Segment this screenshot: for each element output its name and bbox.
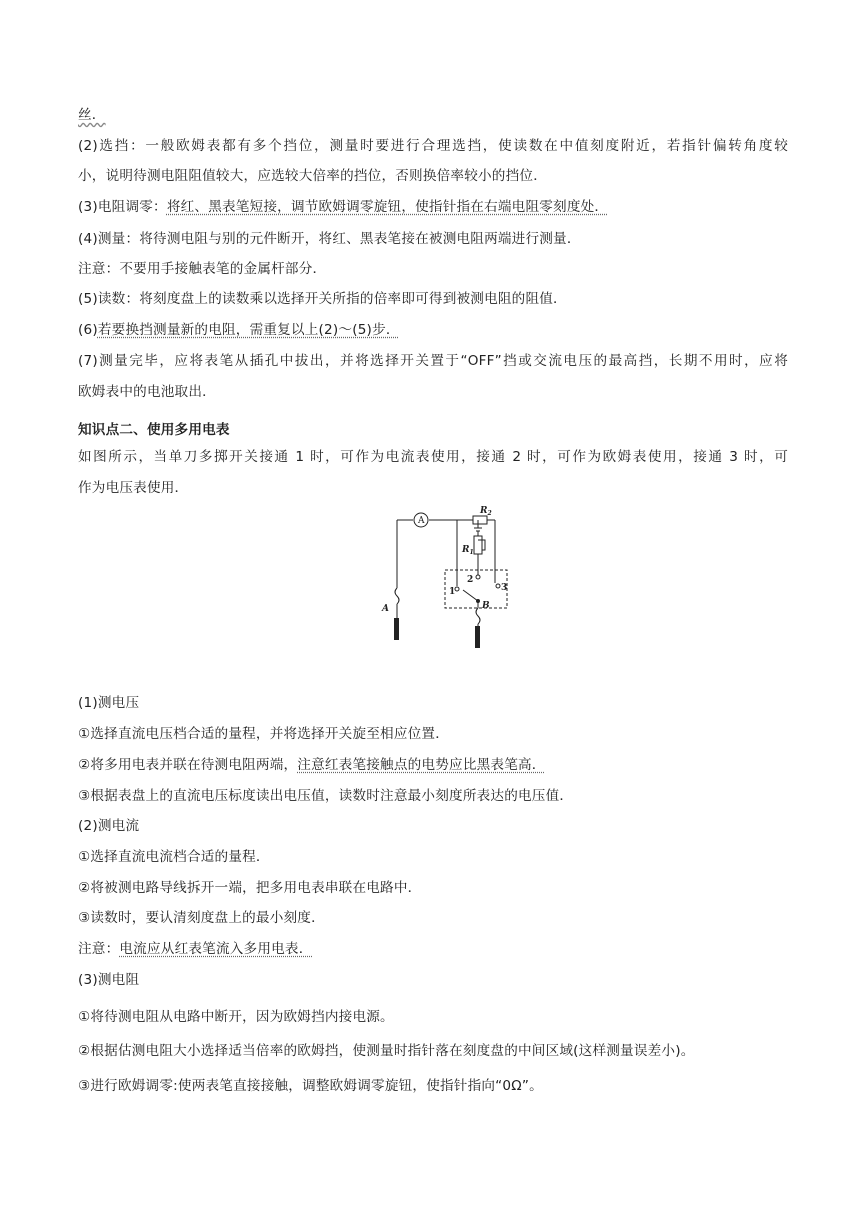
text-line: ①将待测电阻从电路中断开，因为欧姆挡内接电源。 <box>78 1009 394 1025</box>
text-line: ②将被测电路导线拆开一端，把多用电表串联在电路中． <box>78 880 422 896</box>
resistor-r1 <box>474 536 482 554</box>
terminal-1-label: 1 <box>449 587 456 597</box>
r2-subscript: 2 <box>487 510 492 517</box>
text-line: 作为电压表使用． <box>78 480 189 496</box>
text-line: 如图所示，当单刀多掷开关接通 1 时，可作为电流表使用，接通 2 时，可作为欧姆表使用，接通 3 时，可 <box>78 449 788 465</box>
underlined-fragment: 电流应从红表笔流入多用电表． <box>119 941 313 957</box>
section-heading: 知识点二、使用多用电表 <box>78 422 230 438</box>
probe-a <box>394 618 399 640</box>
text-line: 注意：不要用手接触表笔的金属杆部分． <box>78 261 327 277</box>
r2-letter: R <box>480 506 488 516</box>
subsection-title: (2)测电流 <box>78 818 140 834</box>
text-line <box>78 756 788 774</box>
text-line <box>78 940 788 958</box>
text-line: ③读数时，要认清刻度盘上的最小刻度． <box>78 910 325 926</box>
underlined-fragment: 若要换挡测量新的电阻，需重复以上(2)～(5)步． <box>97 322 400 338</box>
text-line: (5)读数：将刻度盘上的读数乘以选择开关所指的倍率即可得到被测电阻的阻值． <box>78 291 567 307</box>
probe-a-label: A <box>382 604 389 614</box>
terminal-3 <box>496 584 500 588</box>
text-fragment: (6) <box>78 322 98 338</box>
multimeter-circuit-diagram <box>365 500 515 650</box>
probe-b <box>475 626 480 648</box>
text-fragment: (3)电阻调零： <box>78 199 167 215</box>
text-line: 欧姆表中的电池取出． <box>78 384 216 400</box>
probe-b-label: B <box>482 601 490 611</box>
text-line: (7)测量完毕，应将表笔从插孔中拔出，并将选择开关置于“OFF”挡或交流电压的最高挡，长期不用时，应将 <box>78 353 788 369</box>
resistor-r2 <box>473 516 487 524</box>
text-fragment: ②将多用电表并联在待测电阻两端， <box>78 757 298 773</box>
terminal-1 <box>455 587 459 591</box>
text-line: ①选择直流电流档合适的量程． <box>78 849 270 865</box>
text-line: (4)测量：将待测电阻与别的元件断开，将红、黑表笔接在被测电阻两端进行测量． <box>78 231 581 247</box>
text-line <box>78 106 788 124</box>
text-line: ③进行欧姆调零:使两表笔直接接触，调整欧姆调零旋钮，使指针指向“0Ω”。 <box>78 1078 543 1094</box>
text-line: ①选择直流电压档合适的量程，并将选择开关旋至相应位置． <box>78 726 450 742</box>
switch-blade <box>463 590 478 601</box>
subsection-title: (1)测电压 <box>78 695 140 711</box>
ammeter-label: A <box>418 516 425 526</box>
r2-label <box>479 506 492 517</box>
r1-letter: R <box>462 545 470 555</box>
text-fragment: 注意： <box>78 941 120 957</box>
terminal-2 <box>476 575 480 579</box>
text-fragment: 丝． <box>78 107 106 123</box>
r1-subscript: 1 <box>469 549 474 556</box>
terminal-3-label: 3 <box>501 583 508 593</box>
r1-label <box>461 545 474 556</box>
text-line: ③根据表盘上的直流电压标度读出电压值，读数时注意最小刻度所表达的电压值． <box>78 788 574 804</box>
text-line: ②根据估测电阻大小选择适当倍率的欧姆挡，使测量时指针落在刻度盘的中间区域(这样测量误差小)。 <box>78 1043 695 1059</box>
wire <box>395 588 399 604</box>
text-line <box>78 198 788 216</box>
underlined-fragment: 将红、黑表笔短接，调节欧姆调零旋钮，使指针指在右端电阻零刻度处． <box>166 199 609 215</box>
subsection-title: (3)测电阻 <box>78 972 140 988</box>
terminal-2-label: 2 <box>467 575 474 585</box>
text-line: (2)选挡：一般欧姆表都有多个挡位，测量时要进行合理选挡，使读数在中值刻度附近，若指针偏转角度较 <box>78 138 788 154</box>
text-line <box>78 321 788 339</box>
text-line: 小，说明待测电阻阻值较大，应选较大倍率的挡位，否则换倍率较小的挡位． <box>78 168 547 184</box>
wire <box>476 608 480 624</box>
underlined-fragment: 注意红表笔接触点的电势应比黑表笔高． <box>297 757 546 773</box>
